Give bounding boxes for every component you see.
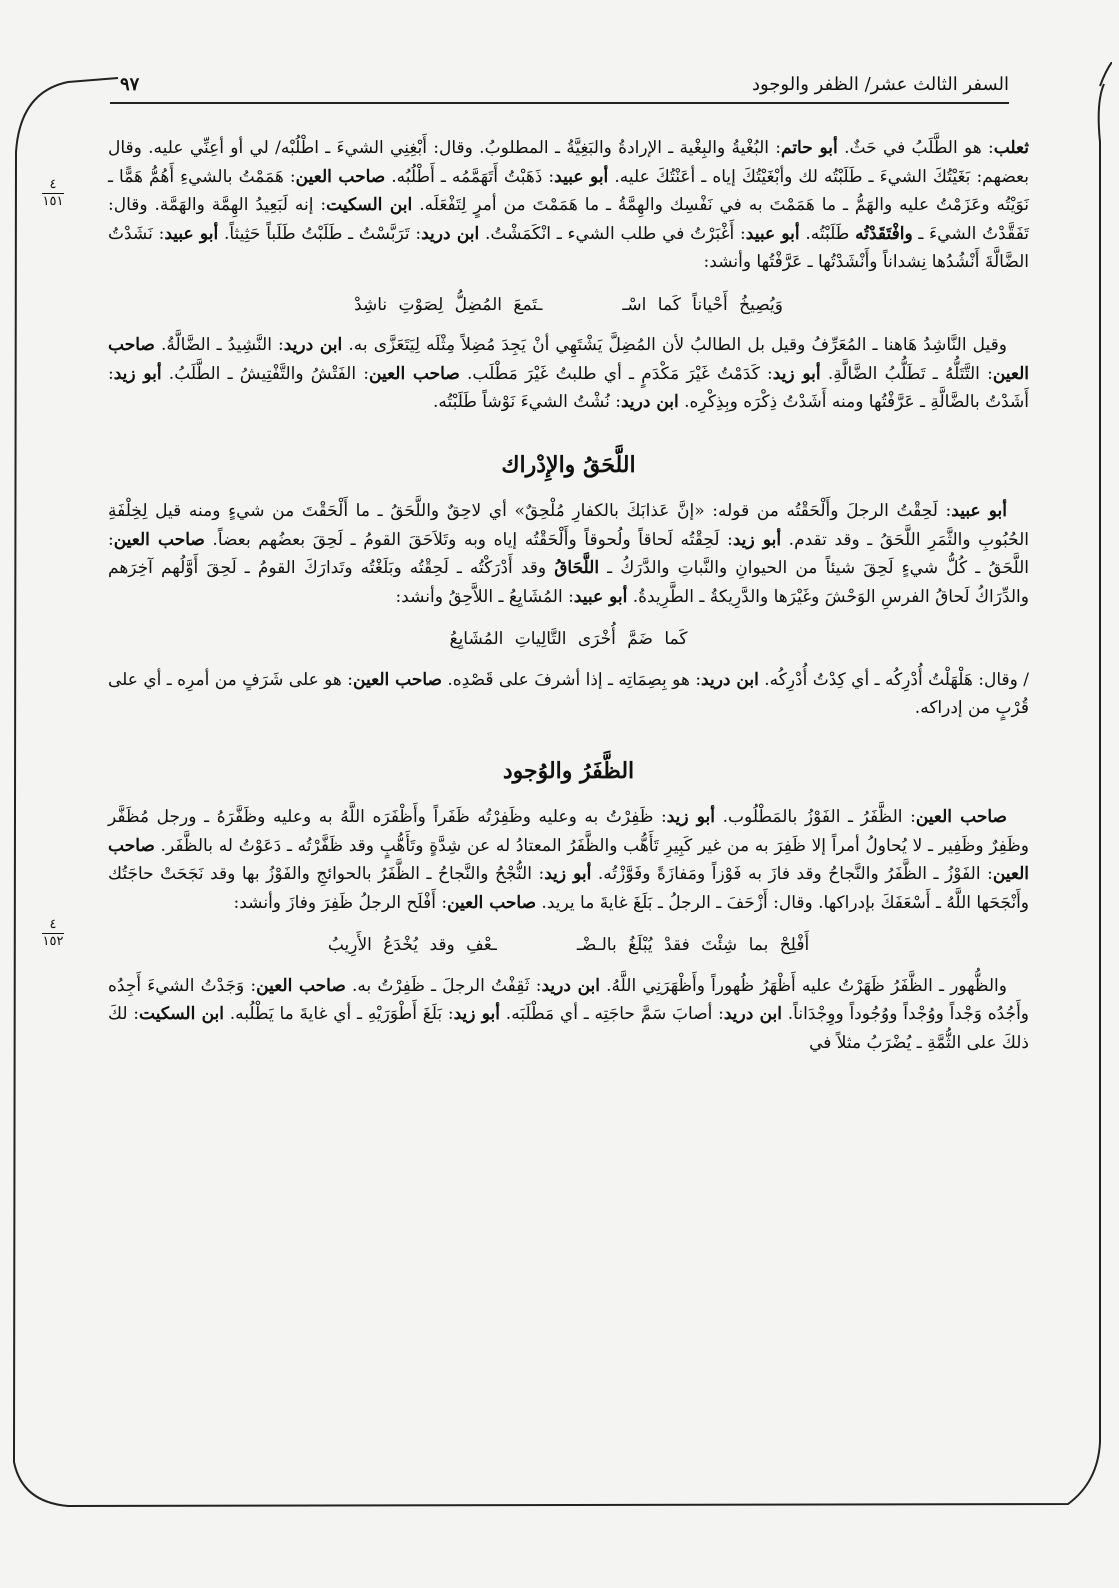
text-run: : المُشَايِعُ ـ اللاَّحِقُ وأنشد: [395,586,574,607]
text-run: / وقال: هَلْهَلْتُ أُدْرِكُه ـ أي كِدْتُ أُدْرِكُه. [758,669,1029,690]
speaker-name: اللَّحَاقُ [554,558,600,578]
text-run: : أصابَ سَمَّ حاجَتِه ـ أي مَطْلَبَه. [500,1004,724,1024]
speaker-name: صاحب العين [353,669,442,690]
speaker-name: ابن دريد [701,669,759,690]
speaker-name: أبو زيد [113,363,162,384]
verse-hemistich: أَفْلِحْ بما شِئْتَ فقدْ يُبْلَغُ بالـضْـ [576,935,810,955]
margin-note-top: ٤ [49,917,57,932]
text-run: : لَحِقْتُه لَحاقاً ولُحوقاً وأَلْحَقْتُه إياه وبه وتَلاَحَقَ القومُ ـ لَحِقَ بعضُهم بعضاً. [204,529,733,550]
text-run: : اللَّحَقُ ـ كُلُّ شيءٍ لَحِقَ شيئاً من الحيوانِ والنَّباتِ والدَّرَكُ ـ [108,529,1029,578]
running-header [110,74,1009,104]
text-run: : نُشْتُ الشيءَ نَوْشاً طَلَبْتُه. [432,392,621,412]
text-run: : الفَوْزُ ـ الظَّفَرُ والنَّجاحُ وقد فازَ به فَوْزاً ومَفازَةً وفَوَّزْتُه. [591,864,993,884]
paragraph [108,803,1029,917]
text-run: : لَحِقْتُ الرجلَ وأَلْحَقْتُه من قوله: «إنَّ عَذابَكَ بالكفارِ مُلْحِقٌ» أي لاحِقٌ واللَّحَقُ ـ ما أَلْحَقْتَ من شيءٍ ومنه قيل لِخِلْفَةِ الحُبُوبِ والثَّمَرِ اللَّحَقُ ـ وقد تقدم. [108,501,1029,550]
paragraph [108,666,1029,723]
speaker-name: ابن دريد [283,335,343,355]
speaker-name: أبو عبيد [745,223,800,244]
speaker-name: أبو زيد [453,1004,501,1024]
text-run: : الفَتْشُ والتَّفْتِيشُ ـ الطَّلَبُ. [161,363,370,384]
speaker-name: صاحب العين [295,166,386,187]
margin-note-bottom: ١٥٢ [42,934,64,949]
speaker-name: أبو عبيد [164,223,219,244]
speaker-name: وافْتَقَدْتُه [855,223,913,244]
speaker-name: ابن دريد [723,1004,782,1024]
speaker-name: ثعلب [993,138,1029,158]
verse-hemistich: وَيُصِيخُ أَحْياناً كَما اسْـ [622,294,783,315]
text-run: : تَرَبَّسْتُ ـ طَلَبْتُ طَلَباً حَثِيثاً. [218,223,422,244]
text-run: : كَدَمْتُ غَيْرَ مَكْدَمٍ ـ أي طلبتُ غَيْرَ مَطْلَب. [459,363,773,384]
verse-line [108,291,1029,320]
verse-hemistich: ـتَمعَ المُضِلُّ لِصَوْتِ ناشِدْ [354,294,543,315]
section-heading: اللَّحَقُ والإِدْراك [501,451,636,478]
page-number: ٩٧ [120,74,140,95]
text-run: : إنه لَبَعِيدُ الهِمَّة والهَمَّة. وقال: تَفَقَّدْتُ الشيءَ ـ [108,195,1030,244]
text-run: : ظَفِرْتُ به وعليه وظَفِرْتُه ظَفَراً وأَظْفَرَه اللَّهُ به وعليه وظَفَّرَهُ ـ ورجل مُظَفَّر وظَفِرٌ وظَفِير ـ لا يُحاولُ أمراً إلا ظَفِرَ به من غير كَبِيرِ تَأَهُّب والظَّفَرُ المعتادُ له عن شِدَّةٍ وتَأَهُّبٍ وقد ظَفَّرْتُه ـ دَعَوْتُ له بالظَّفَر. [108,807,1029,856]
speaker-name: صاحب العين [369,363,460,384]
text-run: : أَشَدْتُ بالضَّالَّةِ ـ عَرَّفْتُها ومنه أَشَدْتُ ذِكْرَه وبِذِكْرِه. [108,363,1029,412]
paragraph [108,134,1029,277]
speaker-name: ابن السكيت [139,1004,224,1024]
text-run: : البُغْيةُ والبِغْية ـ الإرادةُ والبَغِيَّةُ ـ المطلوبُ. وقال: أَبْغِنِي الشيءَ ـ اطْلُبْه/ لي أو أعِنِّي عليه. وقال بعضهم: بَغَيْتُكَ الشيءَ ـ طَلَبْتُه لك وأبْغَيْتُكَ إياه ـ أعَنْتُكَ عليه. [108,138,1029,187]
speaker-name: صاحب العين [256,975,346,996]
text-run: : الظَّفَرُ ـ الفَوْزُ بالمَطْلُوب. [715,807,916,827]
text-run: : أَغْبَرْتُ في طلب الشيء ـ انْكَمَشْتُ. [479,223,746,244]
text-run: : وَجَدْتُ الشيءَ أَجِدُه وأَجُدُه وَجْداً ووُجْداً ووُجُوداً ووِجْدَاناً. [108,975,1029,1024]
verse-line [108,931,1029,960]
text-run: : النُّجْحُ والنَّجاحُ ـ الظَّفَرُ بالحوائجِ والفَوْزُ بها وقد نَجَحَتْ حاجَتُك وأَنْجَحَها اللَّهُ ـ أَسْعَفَكَ بإدراكها. وقال: أَزْحَفَ ـ الرجلُ ـ بَلَغَ غايةَ ما يريد. [108,864,1029,913]
text-run: : هو على شَرَفٍ من أمرِه ـ أي على قُرْبٍ من إدراكه. [108,669,1029,718]
speaker-name: ابن السكيت [326,195,413,215]
speaker-name: ابن دريد [421,223,480,244]
speaker-name: ابن دريد [620,392,679,412]
text-run: : هَمَمْتُ بالشيءِ أَهُمُّ هَمًّا ـ نَوَيْتُه وعَزَمْتُ عليه والهَمُّ ـ ما هَمَمْتَ به في نَفْسِك والهِمَّةُ ـ ما هَمَمْتَ من أمرٍ لِتَفْعَلَه. [108,166,1030,215]
paragraph [108,497,1029,611]
speaker-name: أبو حاتم [781,138,838,158]
text-run: : ثَقِفْتُ الرجلَ ـ ظَفِرْتُ به. [345,975,542,996]
speaker-name: صاحب العين [915,807,1007,827]
margin-note-bottom: ١٥١ [42,194,64,209]
speaker-name: أبو زيد [544,864,592,884]
speaker-name: أبو زيد [666,807,715,827]
text-run: : ذَهَبْتُ أَتَهَمَّمُه ـ أَطْلُبُه. [385,166,555,187]
text-run: طَلَبْتُه. [799,223,856,244]
speaker-name: أبو عبيد [573,586,628,607]
text-run: : لكَ ذلكَ على الثُّمَّةِ ـ يُضْرَبُ مثلاً في [108,1004,1029,1053]
speaker-name: صاحب العين [108,835,1029,884]
paragraph [108,331,1029,417]
section-heading: الظَّفَرُ والوُجود [502,757,635,784]
margin-note-top: ٤ [49,177,57,192]
verse-line [108,625,1029,654]
text-run: : النَّشِيدُ ـ الضَّالَّةُ. [154,335,284,355]
verse-hemistich: كَما ضَمَّ أُخْرَى التَّالِياتِ المُشَايِعُ [449,629,688,649]
verse-hemistich: ـعْفِ وقد يُخْدَعُ الأَرِيبُ [327,935,497,955]
paragraph [108,972,1029,1058]
text-run: : هو بِصِمَاتِه ـ إذا أشرفَ على قَصْدِه. [441,669,702,690]
text-run: : بَلَغَ أَطْوَرَيْهِ ـ أي غايةَ ما يَطْلُبه. [223,1004,454,1024]
text-run: : نَشَدْتُ الضَّالَّةَ أَنْشُدُها نِشداناً وأَنْشَدْتُها ـ عَرَّفْتُها وأنشد: [108,223,1029,272]
speaker-name: ابن دريد [541,975,600,996]
margin-folio-note [42,918,64,949]
speaker-name: صاحب العين [108,335,1030,384]
text-run: : أَفْلَح الرجلُ ظَفِرَ وفازَ وأنشد: [233,892,448,913]
text-run: وقيل النَّاشِدُ هَاهنا ـ المُعَرِّفُ وقيل بل الطالبُ لأن المُضِلَّ يَشْتَهِي أنْ يَجِدَ مُضِلاً مِثْلَه لِيَتَعَزَّى به. [342,335,1007,355]
text-run: : هو الطَّلَبُ في حَثٌ. [837,138,994,158]
header-title: السفر الثالث عشر/ الظفر والوجود [751,74,1009,95]
speaker-name: أبو عبيد [951,501,1007,521]
speaker-name: أبو زيد [772,363,821,384]
speaker-name: صاحب العين [447,892,537,913]
speaker-name: أبو عبيد [554,166,609,187]
margin-folio-note [42,178,64,209]
text-run: والظُّهور ـ الظَّفَرُ ظَهَرْتُ عليه أَظْهَرُ ظُهوراً وأَظْهَرَنِي اللَّهُ. [599,975,1007,996]
page-body [108,134,1029,1057]
speaker-name: صاحب العين [113,529,205,550]
text-run: : التَّتَلُّهُ ـ تَطَلُّبُ الضَّالَّةِ. [820,363,993,384]
speaker-name: أبو زيد [732,529,782,550]
text-run: وقد أَدْرَكْتُه ـ لَحِقْتُه وبَلَغْتُه وتَدارَكَ القومُ ـ لَحِقَ أَوَّلُهم آخِرَهم والدِّرَاكُ لَحاقُ الفرسِ الوَحْشَ وغَيْرَها والدَّرِيكةُ ـ الطَّرِيدةُ. [108,558,1029,607]
